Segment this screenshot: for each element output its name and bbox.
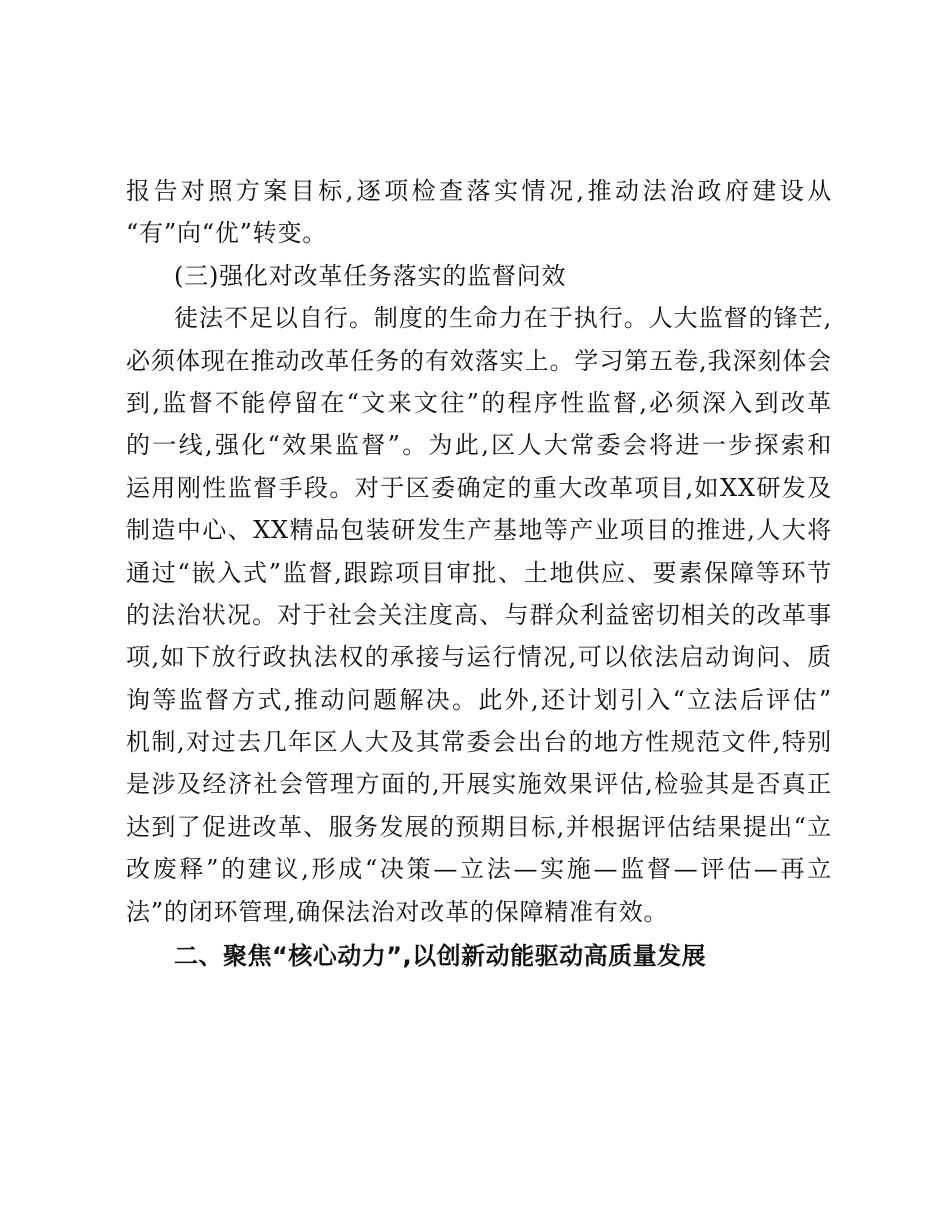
paragraph-line: 法”的闭环管理,确保法治对改革的保障精准有效。 <box>126 897 669 926</box>
paragraph-line: 的一线,强化“效果监督”。为此,区人大常委会将进一步探索和 <box>126 431 832 460</box>
paragraph-line: 制造中心、XX精品包装研发生产基地等产业项目的推进,人大将 <box>126 516 832 545</box>
paragraph-line: 报告对照方案目标,逐项检查落实情况,推动法治政府建设从 <box>126 177 832 205</box>
paragraph-line: 是涉及经济社会管理方面的,开展实施效果评估,检验其是否真正 <box>126 770 832 799</box>
paragraph-line: 改废释”的建议,形成“决策—立法—实施—监督—评估—再立 <box>126 855 832 884</box>
paragraph-line: 的法治状况。对于社会关注度高、与群众利益密切相关的改革事 <box>126 600 832 629</box>
paragraph-line: 运用刚性监督手段。对于区委确定的重大改革项目,如XX研发及 <box>126 473 832 502</box>
document-body <box>126 170 832 977</box>
paragraph-line: 通过“嵌入式”监督,跟踪项目审批、土地供应、要素保障等环节 <box>126 558 832 587</box>
paragraph-line: 达到了促进改革、服务发展的预期目标,并根据评估结果提出“立 <box>126 812 832 841</box>
paragraph-line: 到,监督不能停留在“文来文往”的程序性监督,必须深入到改革 <box>126 388 832 417</box>
paragraph-line: “有”向“优”转变。 <box>126 219 328 248</box>
section-subheading: (三)强化对改革任务落实的监督问效 <box>174 261 567 290</box>
section-heading: 二、聚焦“核心动力”,以创新动能驱动高质量发展 <box>174 942 707 971</box>
paragraph-line: 徒法不足以自行。制度的生命力在于执行。人大监督的锋芒, <box>174 304 832 333</box>
paragraph-line: 询等监督方式,推动问题解决。此外,还计划引入“立法后评估” <box>126 685 832 714</box>
paragraph-line: 项,如下放行政执法权的承接与运行情况,可以依法启动询问、质 <box>126 643 832 672</box>
paragraph-line: 机制,对过去几年区人大及其常委会出台的地方性规范文件,特别 <box>126 728 832 757</box>
paragraph-line: 必须体现在推动改革任务的有效落实上。学习第五卷,我深刻体会 <box>126 346 832 375</box>
